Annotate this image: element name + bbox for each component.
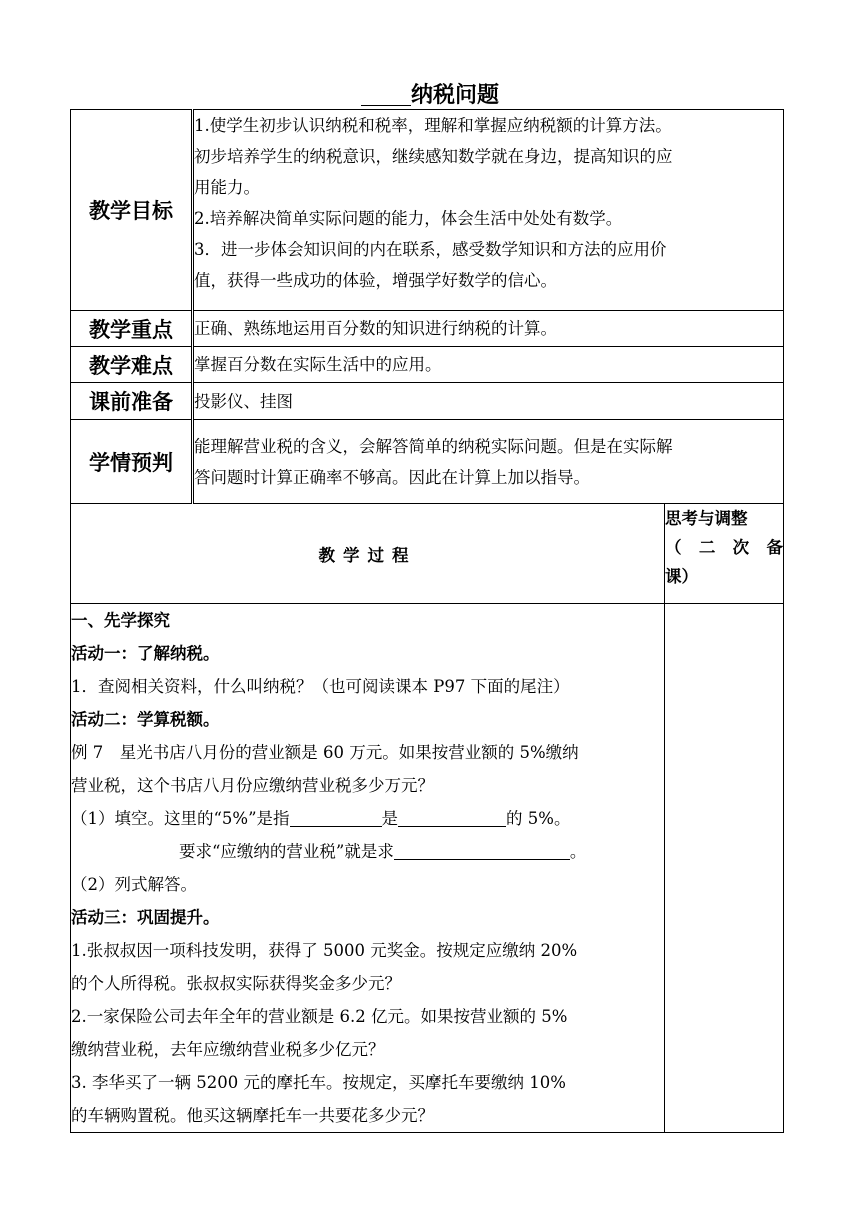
key-point-text: 正确、熟练地运用百分数的知识进行纳税的计算。: [193, 311, 784, 347]
objectives-line: 1.使学生初步认识纳税和税率，理解和掌握应纳税额的计算方法。: [194, 116, 672, 135]
process-header-row: [71, 504, 784, 604]
fill-text: （1）填空。这里的“5%”是指: [71, 809, 290, 828]
objectives-label: 教学目标: [71, 110, 193, 311]
lesson-plan-table: [70, 109, 784, 1133]
problem-line: 2.一家保险公司去年全年的营业额是 6.2 亿元。如果按营业额的 5%: [71, 1007, 568, 1026]
situation-label: 学情预判: [71, 420, 193, 504]
situation-line: 答问题时计算正确率不够高。因此在计算上加以指导。: [194, 467, 590, 487]
difficulty-text: 掌握百分数在实际生活中的应用。: [193, 347, 784, 383]
blank-field: [398, 808, 506, 827]
problem-line: 1.张叔叔因一项科技发明，获得了 5000 元奖金。按规定应缴纳 20%: [71, 941, 578, 960]
adjust-header-char: 二: [698, 538, 716, 557]
adjust-header-char: 次: [732, 538, 750, 557]
adjust-header-line3: 课）: [665, 567, 698, 586]
fill-text: 。: [569, 842, 587, 861]
problem-line: 的个人所得税。张叔叔实际获得奖金多少元？: [71, 974, 401, 993]
situation-content: [193, 420, 784, 504]
objectives-line: 值，获得一些成功的体验，增强学好数学的信心。: [194, 271, 557, 290]
key-point-label: 教学重点: [71, 311, 193, 347]
objectives-content: [193, 110, 784, 311]
title-text: 纳税问题: [410, 83, 499, 108]
title-blank-underline: [361, 83, 411, 106]
objectives-line: 初步培养学生的纳税意识，继续感知数学就在身边，提高知识的应: [194, 147, 673, 166]
document-title: [0, 78, 860, 109]
process-body-row: [71, 604, 784, 1133]
difficulty-label: 教学难点: [71, 347, 193, 383]
process-header: 教学过程: [71, 504, 665, 604]
activity-heading: 活动一：了解纳税。: [71, 644, 220, 663]
step-text: （2）列式解答。: [71, 875, 197, 894]
objectives-row: [71, 110, 784, 311]
fill-blank-line: [71, 835, 664, 868]
adjust-header-char: （: [665, 538, 682, 557]
blank-field: [290, 808, 382, 827]
situation-row: [71, 420, 784, 504]
activity-heading: 活动三：巩固提升。: [71, 908, 220, 927]
question-text: 1．查阅相关资料，什么叫纳税？（也可阅读课本 P97 下面的尾注）: [71, 677, 570, 696]
preparation-text: 投影仪、挂图: [193, 383, 784, 420]
example-line: 营业税，这个书店八月份应缴纳营业税多少万元？: [71, 776, 434, 795]
objectives-line: 用能力。: [194, 178, 260, 197]
preparation-label: 课前准备: [71, 383, 193, 420]
activity-heading: 活动二：学算税额。: [71, 710, 220, 729]
adjust-header-char: 备: [766, 538, 783, 557]
preparation-row: [71, 383, 784, 420]
adjust-column: [665, 604, 784, 1133]
adjust-header-line2: [665, 533, 783, 562]
objectives-line: 3．进一步体会知识间的内在联系，感受数学知识和方法的应用价: [194, 240, 667, 259]
problem-line: 3. 李华买了一辆 5200 元的摩托车。按规定，买摩托车要缴纳 10%: [71, 1073, 566, 1092]
objectives-line: 2.培养解决简单实际问题的能力，体会生活中处处有数学。: [194, 209, 623, 228]
example-line: 例 7 星光书店八月份的营业额是 60 万元。如果按营业额的 5%缴纳: [71, 743, 579, 762]
problem-line: 的车辆购置税。他买这辆摩托车一共要花多少元？: [71, 1106, 434, 1125]
process-content: [71, 604, 665, 1133]
adjust-header: [665, 504, 784, 604]
problem-line: 缴纳营业税，去年应缴纳营业税多少亿元？: [71, 1040, 385, 1059]
adjust-header-line1: 思考与调整: [665, 509, 748, 528]
key-point-row: [71, 311, 784, 347]
blank-field: [394, 841, 570, 860]
fill-text: 是: [381, 809, 399, 828]
difficulty-row: [71, 347, 784, 383]
situation-line: 能理解营业税的含义，会解答简单的纳税实际问题。但是在实际解: [194, 436, 673, 456]
section-heading: 一、先学探究: [71, 611, 170, 630]
fill-blank-line: [71, 802, 664, 835]
fill-text: 的 5%。: [506, 809, 571, 828]
fill-text: 要求“应缴纳的营业税”就是求: [179, 842, 394, 861]
